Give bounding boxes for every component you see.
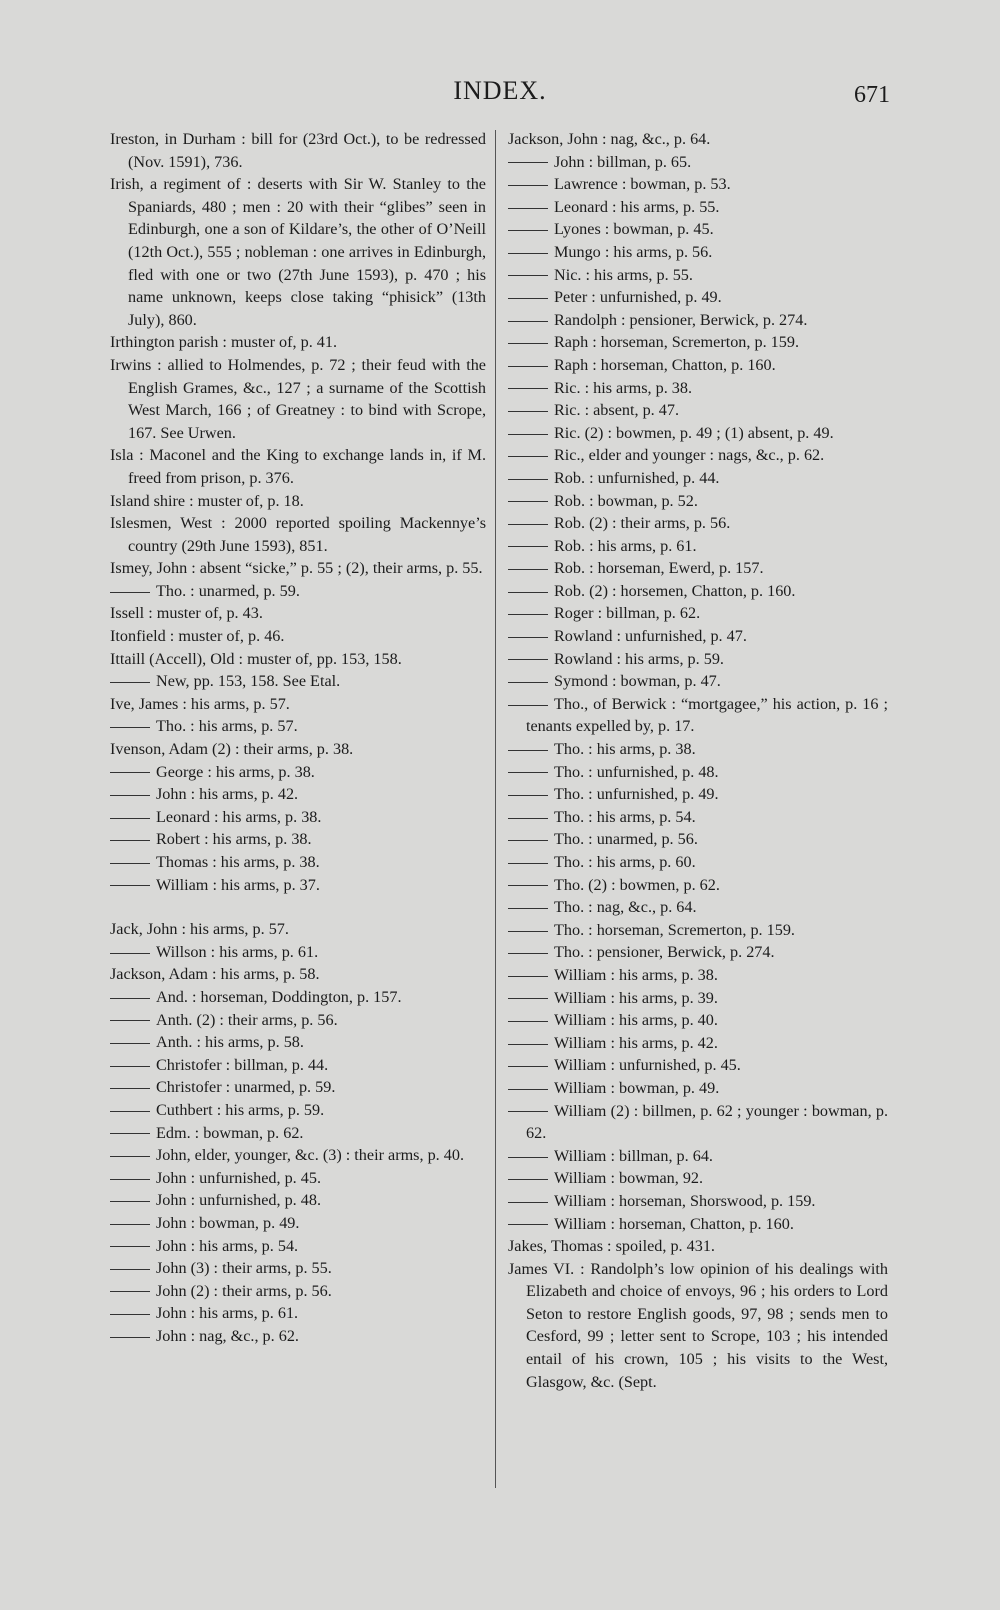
index-subentry — [110, 1122, 486, 1145]
index-subentry-text: And. : horseman, Doddington, p. 157. — [156, 987, 402, 1006]
index-subentry — [508, 828, 888, 851]
index-subentry — [508, 1145, 888, 1168]
index-subentry — [110, 1325, 486, 1348]
repeat-dash — [110, 1314, 150, 1315]
index-subentry-text: Tho. : unfurnished, p. 48. — [554, 762, 719, 781]
repeat-dash — [508, 795, 548, 796]
index-subentry-text: Tho. : unarmed, p. 56. — [554, 830, 698, 849]
repeat-dash — [508, 659, 548, 660]
index-subentry-text: Tho. : horseman, Scremerton, p. 159. — [554, 920, 795, 939]
index-subentry-text: Rob. : unfurnished, p. 44. — [554, 468, 720, 487]
repeat-dash — [508, 388, 548, 389]
index-entry: Ittaill (Accell), Old : muster of, pp. 153, 158. — [110, 649, 402, 668]
repeat-dash — [508, 998, 548, 999]
repeat-dash — [508, 772, 548, 773]
index-subentry-text: Tho. (2) : bowmen, p. 62. — [554, 875, 720, 894]
index-subentry — [508, 309, 888, 332]
repeat-dash — [508, 705, 548, 706]
index-subentry-text: Rob. (2) : horsemen, Chatton, p. 160. — [554, 581, 796, 600]
repeat-dash — [508, 185, 548, 186]
repeat-dash — [508, 230, 548, 231]
index-subentry — [508, 151, 888, 174]
repeat-dash — [508, 253, 548, 254]
index-subentry — [110, 1212, 486, 1235]
repeat-dash — [508, 953, 548, 954]
repeat-dash — [110, 682, 150, 683]
repeat-dash — [508, 1066, 548, 1067]
repeat-dash — [508, 1111, 548, 1112]
page-title: INDEX. — [453, 76, 547, 105]
index-subentry — [110, 1031, 486, 1054]
index-subentry — [508, 399, 888, 422]
repeat-dash — [110, 1088, 150, 1089]
index-subentry — [508, 670, 888, 693]
index-subentry-text: Raph : horseman, Chatton, p. 160. — [554, 355, 776, 374]
index-subentry-text: John (3) : their arms, p. 55. — [156, 1259, 332, 1278]
index-subentry — [508, 331, 888, 354]
index-subentry — [110, 1099, 486, 1122]
index-entry: Islesmen, West : 2000 reported spoiling Mackennye’s country (29th June 1593), 851. — [110, 514, 486, 555]
repeat-dash — [508, 479, 548, 480]
index-entry: Jack, John : his arms, p. 57. — [110, 920, 289, 939]
index-subentry — [508, 738, 888, 761]
repeat-dash — [508, 208, 548, 209]
index-entry: Jackson, Adam : his arms, p. 58. — [110, 965, 320, 984]
index-subentry — [508, 1032, 888, 1055]
repeat-dash — [508, 456, 548, 457]
index-subentry-text: Rob. : bowman, p. 52. — [554, 491, 698, 510]
index-entry: Ismey, John : absent “sicke,” p. 55 ; (2), their arms, p. 55. — [110, 559, 483, 578]
index-subentry — [508, 806, 888, 829]
index-entry: Irthington parish : muster of, p. 41. — [110, 333, 338, 352]
index-subentry — [508, 987, 888, 1010]
repeat-dash — [508, 1202, 548, 1203]
repeat-dash — [110, 1179, 150, 1180]
index-subentry-text: Lyones : bowman, p. 45. — [554, 220, 714, 239]
index-subentry — [110, 874, 486, 897]
repeat-dash — [110, 1111, 150, 1112]
index-subentry-text: John : unfurnished, p. 48. — [156, 1191, 322, 1210]
repeat-dash — [508, 1089, 548, 1090]
index-subentry-text: Peter : unfurnished, p. 49. — [554, 288, 722, 307]
index-subentry-text: William (2) : billmen, p. 62 ; younger : bowman, p. 62. — [526, 1101, 888, 1143]
index-subentry — [508, 896, 888, 919]
index-subentry-text: William : bowman, p. 49. — [554, 1078, 720, 1097]
index-subentry-text: Mungo : his arms, p. 56. — [554, 242, 713, 261]
index-subentry — [110, 1144, 486, 1167]
repeat-dash — [110, 1291, 150, 1292]
index-subentry — [110, 828, 486, 851]
repeat-dash — [508, 366, 548, 367]
repeat-dash — [508, 501, 548, 502]
index-subentry-text: John : his arms, p. 42. — [156, 785, 299, 804]
index-subentry-text: Leonard : his arms, p. 38. — [156, 807, 322, 826]
repeat-dash — [110, 1246, 150, 1247]
index-subentry-text: Tho. : unarmed, p. 59. — [156, 581, 300, 600]
index-subentry — [110, 1280, 486, 1303]
repeat-dash — [110, 1156, 150, 1157]
page-number: 671 — [854, 82, 890, 108]
index-subentry-text: William : billman, p. 64. — [554, 1146, 713, 1165]
index-subentry — [508, 535, 888, 558]
index-subentry-text: Cuthbert : his arms, p. 59. — [156, 1100, 325, 1119]
repeat-dash — [508, 592, 548, 593]
repeat-dash — [508, 750, 548, 751]
index-subentry — [508, 173, 888, 196]
repeat-dash — [110, 953, 150, 954]
index-subentry-text: Rob. : his arms, p. 61. — [554, 536, 697, 555]
repeat-dash — [508, 976, 548, 977]
repeat-dash — [508, 818, 548, 819]
index-subentry — [110, 1167, 486, 1190]
repeat-dash — [508, 434, 548, 435]
index-entry: James VI. : Randolph’s low opinion of his dealings with Elizabeth and choice of envoys, 96 ; his orders to Lord Seton to restore English goods, 97, 98 ; sends men to Cesford, 99 ; letter sent to Scrope, 103 ; his intended entail of his crown, 105 ; his visits to the West, Glasgow, &c. (Sept. — [508, 1259, 888, 1391]
repeat-dash — [110, 1133, 150, 1134]
index-subentry — [110, 761, 486, 784]
index-subentry — [508, 490, 888, 513]
index-subentry — [110, 941, 486, 964]
index-subentry-text: Raph : horseman, Scremerton, p. 159. — [554, 333, 800, 352]
index-subentry-text: Rob. (2) : their arms, p. 56. — [554, 514, 731, 533]
index-subentry-text: Tho. : his arms, p. 60. — [554, 853, 696, 871]
repeat-dash — [110, 1269, 150, 1270]
index-subentry-text: Thomas : his arms, p. 38. — [156, 853, 320, 871]
repeat-dash — [508, 524, 548, 525]
repeat-dash — [110, 885, 150, 886]
index-subentry — [110, 1076, 486, 1099]
index-subentry-text: William : his arms, p. 39. — [554, 988, 718, 1007]
index-subentry-text: John : bowman, p. 49. — [156, 1213, 300, 1232]
index-subentry — [110, 1235, 486, 1258]
index-subentry — [110, 986, 486, 1009]
index-subentry — [110, 806, 486, 829]
index-subentry-text: Ric., elder and younger : nags, &c., p. 62. — [554, 446, 825, 465]
index-subentry-text: John : his arms, p. 54. — [156, 1236, 299, 1255]
index-subentry-text: Symond : bowman, p. 47. — [554, 672, 721, 691]
repeat-dash — [110, 998, 150, 999]
repeat-dash — [508, 908, 548, 909]
index-entry: Ivenson, Adam (2) : their arms, p. 38. — [110, 740, 354, 759]
index-subentry — [110, 715, 486, 738]
index-subentry — [110, 1054, 486, 1077]
index-subentry — [508, 354, 888, 377]
index-subentry — [508, 783, 888, 806]
index-subentry-text: Tho. : nag, &c., p. 64. — [554, 898, 697, 917]
index-subentry-text: Willson : his arms, p. 61. — [156, 942, 319, 961]
repeat-dash — [508, 546, 548, 547]
index-subentry — [508, 1054, 888, 1077]
repeat-dash — [508, 1179, 548, 1180]
index-subentry-text: Anth. : his arms, p. 58. — [156, 1033, 304, 1052]
repeat-dash — [110, 1043, 150, 1044]
repeat-dash — [508, 863, 548, 864]
index-entry: Jakes, Thomas : spoiled, p. 431. — [508, 1237, 715, 1256]
index-subentry — [508, 874, 888, 897]
repeat-dash — [508, 637, 548, 638]
index-entry: Ireston, in Durham : bill for (23rd Oct.), to be redressed (Nov. 1591), 736. — [110, 130, 486, 171]
index-subentry — [508, 1077, 888, 1100]
index-subentry-text: Tho., of Berwick : “mortgagee,” his action, p. 16 ; tenants expelled by, p. 17. — [526, 694, 888, 736]
repeat-dash — [508, 1157, 548, 1158]
index-subentry-text: Leonard : his arms, p. 55. — [554, 197, 720, 216]
index-subentry — [508, 264, 888, 287]
repeat-dash — [508, 343, 548, 344]
index-subentry-text: Rob. : horseman, Ewerd, p. 157. — [554, 559, 764, 578]
index-entry: Ive, James : his arms, p. 57. — [110, 694, 290, 713]
index-subentry — [508, 1190, 888, 1213]
repeat-dash — [110, 1224, 150, 1225]
repeat-dash — [110, 818, 150, 819]
repeat-dash — [508, 321, 548, 322]
index-subentry-text: William : his arms, p. 37. — [156, 875, 320, 894]
index-subentry — [508, 1167, 888, 1190]
index-subentry — [508, 919, 888, 942]
repeat-dash — [508, 682, 548, 683]
section-gap — [110, 896, 486, 918]
index-subentry — [508, 512, 888, 535]
repeat-dash — [508, 614, 548, 615]
index-subentry-text: Tho. : his arms, p. 38. — [554, 740, 696, 759]
repeat-dash — [110, 592, 150, 593]
index-subentry-text: John, elder, younger, &c. (3) : their arms, p. 40. — [156, 1146, 464, 1165]
repeat-dash — [110, 1066, 150, 1067]
index-entry: Issell : muster of, p. 43. — [110, 604, 263, 623]
index-subentry-text: Tho. : unfurnished, p. 49. — [554, 785, 719, 804]
index-subentry-text: John (2) : their arms, p. 56. — [156, 1281, 332, 1300]
repeat-dash — [508, 275, 548, 276]
index-subentry — [508, 851, 888, 874]
index-subentry — [508, 196, 888, 219]
index-subentry-text: George : his arms, p. 38. — [156, 762, 315, 781]
repeat-dash — [508, 885, 548, 886]
repeat-dash — [508, 162, 548, 163]
index-subentry-text: Ric. : his arms, p. 38. — [554, 378, 693, 397]
repeat-dash — [110, 772, 150, 773]
repeat-dash — [110, 795, 150, 796]
index-subentry-text: New, pp. 153, 158. See Etal. — [156, 672, 341, 691]
index-subentry-text: Roger : billman, p. 62. — [554, 604, 701, 623]
index-subentry-text: John : unfurnished, p. 45. — [156, 1168, 322, 1187]
index-subentry — [110, 1009, 486, 1032]
repeat-dash — [508, 298, 548, 299]
index-subentry — [508, 286, 888, 309]
index-subentry-text: Christofer : billman, p. 44. — [156, 1055, 329, 1074]
repeat-dash — [508, 411, 548, 412]
index-entry: Isla : Maconel and the King to exchange lands in, if M. freed from prison, p. 376. — [110, 446, 486, 487]
index-subentry — [110, 670, 486, 693]
index-subentry — [508, 241, 888, 264]
index-subentry-text: Rowland : unfurnished, p. 47. — [554, 627, 747, 646]
index-subentry — [110, 851, 486, 874]
index-subentry-text: William : his arms, p. 42. — [554, 1033, 718, 1052]
index-entry: Island shire : muster of, p. 18. — [110, 491, 304, 510]
index-subentry-text: Tho. : his arms, p. 54. — [554, 807, 696, 826]
index-subentry — [508, 580, 888, 603]
repeat-dash — [110, 840, 150, 841]
index-subentry — [110, 580, 486, 603]
repeat-dash — [110, 1201, 150, 1202]
index-subentry — [508, 557, 888, 580]
repeat-dash — [508, 1044, 548, 1045]
index-subentry — [508, 444, 888, 467]
index-subentry — [508, 602, 888, 625]
index-subentry-text: John : his arms, p. 61. — [156, 1304, 299, 1323]
index-subentry-text: William : his arms, p. 40. — [554, 1011, 718, 1030]
index-subentry — [508, 467, 888, 490]
index-subentry-text: Edm. : bowman, p. 62. — [156, 1123, 304, 1142]
index-subentry-text: William : horseman, Chatton, p. 160. — [554, 1214, 794, 1233]
index-subentry-text: William : unfurnished, p. 45. — [554, 1056, 741, 1075]
index-subentry-text: Ric. (2) : bowmen, p. 49 ; (1) absent, p. 49. — [554, 423, 834, 442]
index-subentry — [110, 1257, 486, 1280]
index-subentry — [508, 422, 888, 445]
index-subentry — [508, 761, 888, 784]
repeat-dash — [508, 1021, 548, 1022]
index-subentry — [508, 1009, 888, 1032]
repeat-dash — [110, 727, 150, 728]
index-subentry-text: Christofer : unarmed, p. 59. — [156, 1078, 336, 1097]
index-entry: Itonfield : muster of, p. 46. — [110, 627, 285, 646]
index-subentry-text: John : billman, p. 65. — [554, 152, 692, 171]
index-subentry-text: William : his arms, p. 38. — [554, 965, 718, 984]
index-entry: Irish, a regiment of : deserts with Sir W. Stanley to the Spaniards, 480 ; men : 20 with their “glibes” seen in Edinburgh, one a son of Kildare’s, the other of O’Neill (12th Oct.), 555 ; nobleman : one arrives in Edinburgh, fled with one or two (27th June 1593), p. 470 ; his name unknown, keeps close taking “phisick” (13th July), 860. — [110, 175, 486, 329]
index-subentry-text: Nic. : his arms, p. 55. — [554, 265, 693, 284]
index-subentry-text: William : bowman, 92. — [554, 1169, 704, 1188]
left-column — [110, 128, 486, 1347]
index-subentry — [110, 1302, 486, 1325]
index-subentry-text: Lawrence : bowman, p. 53. — [554, 175, 731, 194]
index-subentry-text: Tho. : his arms, p. 57. — [156, 717, 298, 736]
repeat-dash — [110, 1337, 150, 1338]
index-subentry-text: Randolph : pensioner, Berwick, p. 274. — [554, 310, 808, 329]
index-subentry-text: Rowland : his arms, p. 59. — [554, 649, 724, 668]
index-subentry-text: Tho. : pensioner, Berwick, p. 274. — [554, 943, 775, 962]
index-subentry — [110, 1189, 486, 1212]
index-subentry — [508, 377, 888, 400]
repeat-dash — [110, 1020, 150, 1021]
index-subentry — [508, 941, 888, 964]
index-subentry — [508, 693, 888, 738]
right-column — [508, 128, 888, 1393]
index-subentry — [508, 218, 888, 241]
index-subentry — [508, 1213, 888, 1236]
repeat-dash — [508, 1224, 548, 1225]
index-subentry-text: Robert : his arms, p. 38. — [156, 830, 312, 849]
index-subentry-text: Ric. : absent, p. 47. — [554, 401, 679, 420]
repeat-dash — [508, 569, 548, 570]
repeat-dash — [110, 863, 150, 864]
index-subentry — [508, 1100, 888, 1145]
repeat-dash — [508, 840, 548, 841]
index-subentry-text: Anth. (2) : their arms, p. 56. — [156, 1010, 338, 1029]
index-subentry — [110, 783, 486, 806]
index-subentry — [508, 964, 888, 987]
index-entry: Jackson, John : nag, &c., p. 64. — [508, 130, 711, 148]
index-subentry — [508, 648, 888, 671]
index-entry: Irwins : allied to Holmendes, p. 72 ; their feud with the English Grames, &c., 127 ; a surname of the Scottish West March, 166 ; of Greatney : to bind with Scrope, 167. See Urwen. — [110, 355, 486, 442]
repeat-dash — [508, 931, 548, 932]
index-subentry-text: John : nag, &c., p. 62. — [156, 1326, 299, 1345]
index-subentry-text: William : horseman, Shorswood, p. 159. — [554, 1191, 816, 1210]
index-subentry — [508, 625, 888, 648]
column-divider — [495, 130, 496, 1488]
